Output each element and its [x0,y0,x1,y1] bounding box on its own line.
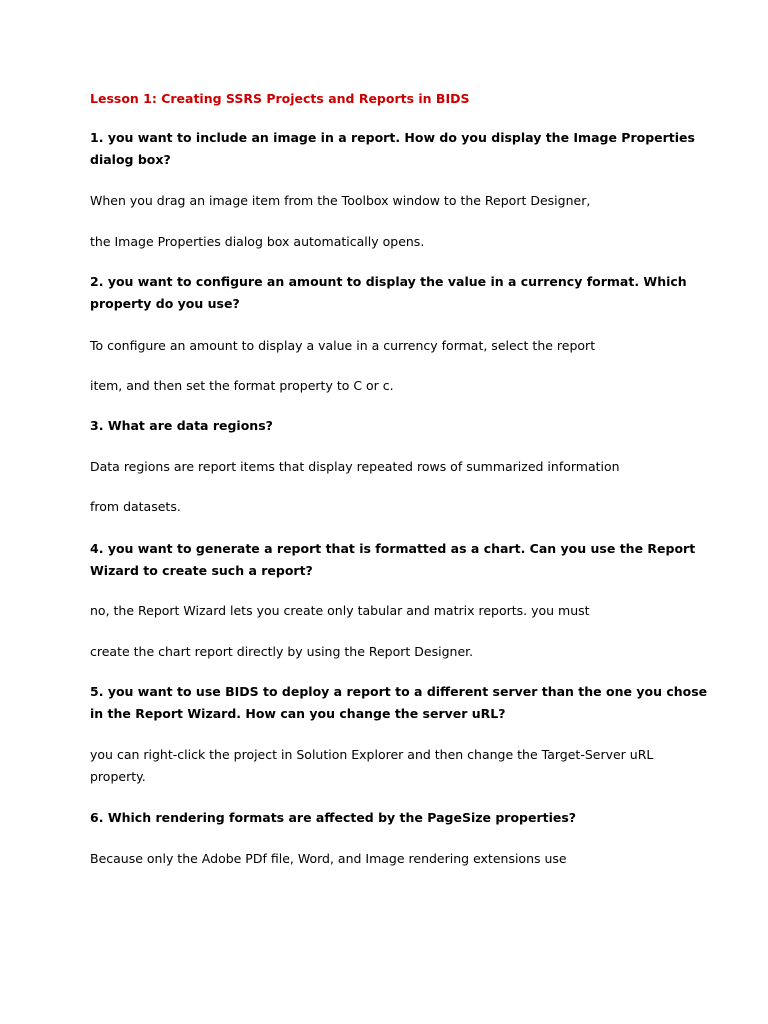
question-4: 4. you want to generate a report that is formatted as a chart. Can you use the Report Wizard to create such a report? [90,541,696,578]
question-text: you want to use BIDS to deploy a report to a different server than the one you chose in the Report Wizard. How can you change the server uRL? [90,684,708,721]
document-page [90,0,730,1024]
answer-1-line-1: When you drag an image item from the Toolbox window to the Report Designer, [90,193,591,208]
lesson-title: Lesson 1: Creating SSRS Projects and Reports in BIDS [90,91,470,106]
question-text: you want to configure an amount to display the value in a currency format. Which property do you use? [90,274,687,311]
question-3: 3. What are data regions? [90,418,273,433]
question-2: 2. you want to configure an amount to display the value in a currency format. Which property do you use? [90,274,687,311]
question-number: 1 [90,130,99,145]
question-6: 6. Which rendering formats are affected by the PageSize properties? [90,810,577,825]
question-number: 4 [90,541,99,556]
question-text: you want to generate a report that is formatted as a chart. Can you use the Report Wizard to create such a report? [90,541,696,578]
question-number: 5 [90,684,99,699]
question-number: 3 [90,418,99,433]
question-text: Which rendering formats are affected by the PageSize properties? [107,810,577,825]
answer-2-line-2: item, and then set the format property to C or c. [90,378,394,393]
answer-4-line-1: no, the Report Wizard lets you create only tabular and matrix reports. you must [90,603,590,618]
question-5: 5. you want to use BIDS to deploy a report to a different server than the one you chose in the Report Wizard. How can you change the server uRL? [90,684,708,721]
answer-3-line-1: Data regions are report items that display repeated rows of summarized information [90,459,620,474]
question-1: 1. you want to include an image in a report. How do you display the Image Properties dialog box? [90,130,695,167]
answer-6-line-1: Because only the Adobe PDf file, Word, and Image rendering extensions use [90,851,567,866]
question-number: 2 [90,274,99,289]
answer-4-line-2: create the chart report directly by using the Report Designer. [90,644,474,659]
answer-5-line-1: you can right-click the project in Solution Explorer and then change the Target-Server uRL property. [90,747,654,784]
answer-3-line-2: from datasets. [90,499,181,514]
answer-2-line-1: To configure an amount to display a value in a currency format, select the report [90,338,596,353]
question-text: you want to include an image in a report. How do you display the Image Properties dialog box? [90,130,695,167]
question-number: 6 [90,810,99,825]
question-text: What are data regions? [107,418,273,433]
answer-1-line-2: the Image Properties dialog box automatically opens. [90,234,425,249]
